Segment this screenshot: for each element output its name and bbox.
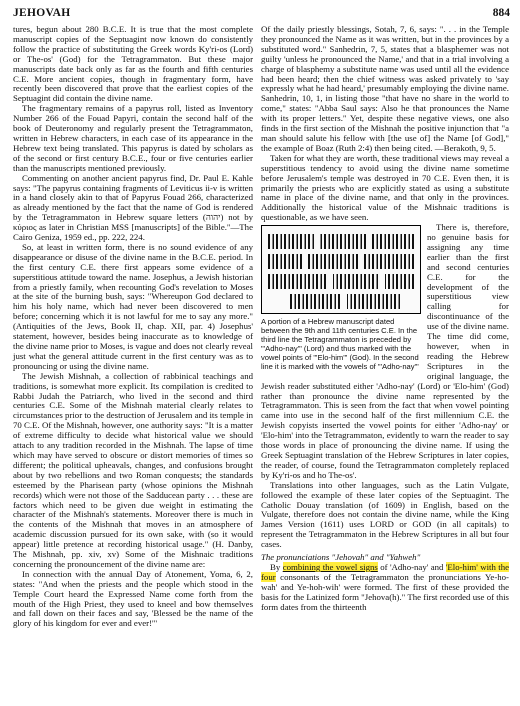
paragraph: Taken for what they are worth, these traditional views may reveal a superstitious tendency to avoid using the divine name sometime before Jerusalem's temple was destroyed in 70 C.E. Even then, it is primarily the priests who are explicitly stated as using a substitute name in place of the divine name, and that only in the provinces. Additionally the historical value of the Mishnaic traditions is questionable, as we have seen.: [261, 152, 509, 223]
paragraph: There is, therefore, no genuine basis for assigning any time earlier than the first and second centuries C.E. for the development of the superstitious view calling for discontinuance of the use of the divine name. The time did come, however, when in reading the Hebrew Scriptures in the original language, the Jewish reader substituted either 'Adho-nay' (Lord) or 'Elo-him' (God) rather than pronounce the divine name represented by the Tetragrammaton. This is seen from the fact that when vowel pointing came into use in the second half of the first millennium C.E. the Jewish copyists inserted the vowel points for either 'Adho-nay' or 'Elo-him' into the Tetragrammaton, evidently to warn the reader to say those words in place of pronouncing the divine name. If using the Greek Septuagint translation of the Hebrew Scriptures in later copies, the reader, of course, found the Tetragrammaton completely replaced by Ky'ri-os and ho The-os'.: [261, 222, 509, 480]
hebrew-manuscript-image: [261, 225, 421, 314]
figure-caption: A portion of a Hebrew manuscript dated between the 9th and 11th centuries C.E. In the third line the Tetragrammaton is preceded by "'Adho-nay'" (Lord) and thus marked with the vowel points of "'Elo-him'" (God). In the second line it is marked with the vowels of "'Adho-nay'": [261, 317, 419, 371]
text-run: consonants of the Tetragrammaton the pronunciations Ye-ho-wah' and Ye-hoh-wih' were formed. The first of these provided the basis for the Latinized form "Jehova(h)." The first recorded use of this form dates from the thirteenth: [261, 571, 509, 612]
paragraph: Translations into other languages, such as the Latin Vulgate, followed the example of these later copies of the Septuagint. The Catholic Douay translation (of 1609) in English, based on the Vulgate, therefore does not contain the divine name, while the King James Version (1611) uses LORD or GOD (in all capitals) to represent the Tetragrammaton in the Hebrew Scriptures in all but four cases.: [261, 479, 509, 550]
running-title: JEHOVAH: [13, 7, 71, 19]
manuscript-figure: [261, 225, 421, 371]
highlighted-text: combining the vowel signs: [282, 561, 378, 572]
page-header: [13, 7, 510, 23]
paragraph: The fragmentary remains of a papyrus roll, listed as Inventory Number 266 of the Fouad Papyri, contain the second half of the book of Deuteronomy and regularly present the Tetragrammaton, written in Hebrew characters, in each case of its appearance in the Hebrew text being translated. This papyrus is dated by scholars as of the second or first century B.C.E., four or five centuries earlier than the manuscripts mentioned previously.: [13, 103, 253, 173]
paragraph: The Jewish Mishnah, a collection of rabbinical teachings and traditions, is somewhat more explicit. Its compilation is credited to Rabbi Judah the Patriarch, who lived in the second and third centuries C.E. Some of the Mishnah material clearly relates to circumstances prior to the destruction of Jerusalem and its temple in 70 C.E. Of the Mishnah, however, one authority says: "It is a matter of extreme difficulty to decide what historical value we should attach to any tradition recorded in the Mishnah. The lapse of time which may have served to obscure or distort memories of times so different; the political upheavals, changes, and confusions brought about by two rebellions and two Roman conquests; the standards esteemed by the Pharisean party (whose opinions the Mishnah records) which were not those of the Sadducean party . . . these are factors which need to be given due weight in estimating the character of the Mishnah's statements. Moreover there is much in the contents of the Mishnah that moves in an atmosphere of academic discussion pursued for its own sake, with (so it would appear) little pretence at recording historical usage." (H. Danby, The Mishnah, pp. xiv, xv) Some of the Mishnaic traditions concerning the pronouncement of the divine name are:: [13, 370, 253, 569]
section-subheading: The pronunciations "Jehovah" and "Yahweh": [261, 552, 421, 563]
paragraph: Commenting on another ancient papyrus find, Dr. Paul E. Kahle says: "The papyrus containing fragments of Leviticus ii-v is written in a hand closely akin to that of Papyrus Fouad 266, characterized as already mentioned by the fact that the name of God is rendered by the Tetragrammaton in Hebrew square letters (יהוה) not by κύριος as later in Christian MSS [manuscripts] of the Bible."—The Cairo Geniza, 1959 ed., pp. 222, 224.: [13, 172, 253, 243]
highlighted-text: 'Elo-him' with the four: [261, 561, 510, 582]
paragraph: Of the daily priestly blessings, Sotah, 7, 6, says: ". . . in the Temple they pronounced the Name as it was written, but in the provinces by a substituted word." Sanhedrin, 7, 5, states that a blasphemer was not guilty 'unless he pronounced the Name,' and that in a trial involving a charge of blasphemy a substitute name was used until all the evidence had been heard; then the chief witness was asked privately to 'say expressly what he had heard,' presumably employing the divine name. Sanhedrin, 10, 1, in listing those "that have no share in the world to come," states: "Abba Saul says: Also he that pronounces the Name with its proper letters." Yet, despite these negative views, one also finds in the first section of the Mishnah the positive injunction that "a man should salute his fellow with [the use of] the Name [of God]," the example of Boaz (Ruth 2:4) then being cited. —Berakoth, 9, 5.: [261, 24, 509, 153]
page-number: 884: [492, 7, 510, 19]
paragraph: In connection with the annual Day of Atonement, Yoma, 6, 2, states: "And when the priests and the people which stood in the Temple Court heard the Expressed Name come forth from the mouth of the High Priest, they used to kneel and bow themselves and fall down on their faces and say, 'Blessed be the name of the glory of his kingdom for ever and ever!'": [13, 568, 253, 629]
text-run: By: [270, 561, 281, 572]
paragraph: tures, begun about 280 B.C.E. It is true that the most complete manuscript copies of the Septuagint now known do consistently follow the practice of substituting the Greek words Ky'ri-os (Lord) or The-os' (God) for the Tetragrammaton. But these major manuscripts date back only as far as the fourth and fifth centuries C.E. More ancient copies, though in fragmentary form, have recently been discovered that prove that the earliest copies of the Septuagint did contain the divine name.: [13, 24, 253, 104]
paragraph: [261, 563, 509, 613]
left-column: [13, 25, 253, 629]
text-run: of 'Adho-nay' and: [380, 561, 444, 572]
right-column: [261, 25, 509, 612]
paragraph: So, at least in written form, there is no sound evidence of any disappearance or disuse of the divine name in the B.C.E. period. In the first century C.E. there first appears some evidence of a superstitious attitude toward the name. Josephus, a Jewish historian from a priestly family, when recounting God's revelation to Moses at the site of the burning bush, says: "Whereupon God declared to him his holy name, which had never been discovered to men before; concerning which it is not lawful for me to say any more." (Antiquities of the Jews, Book II, chap. XII, par. 4) Josephus' statement, however, besides being inaccurate as to knowledge of the divine name prior to Moses, is vague and does not clearly reveal just what the general attitude current in the first century was as to pronouncing or using the divine name.: [13, 241, 253, 371]
